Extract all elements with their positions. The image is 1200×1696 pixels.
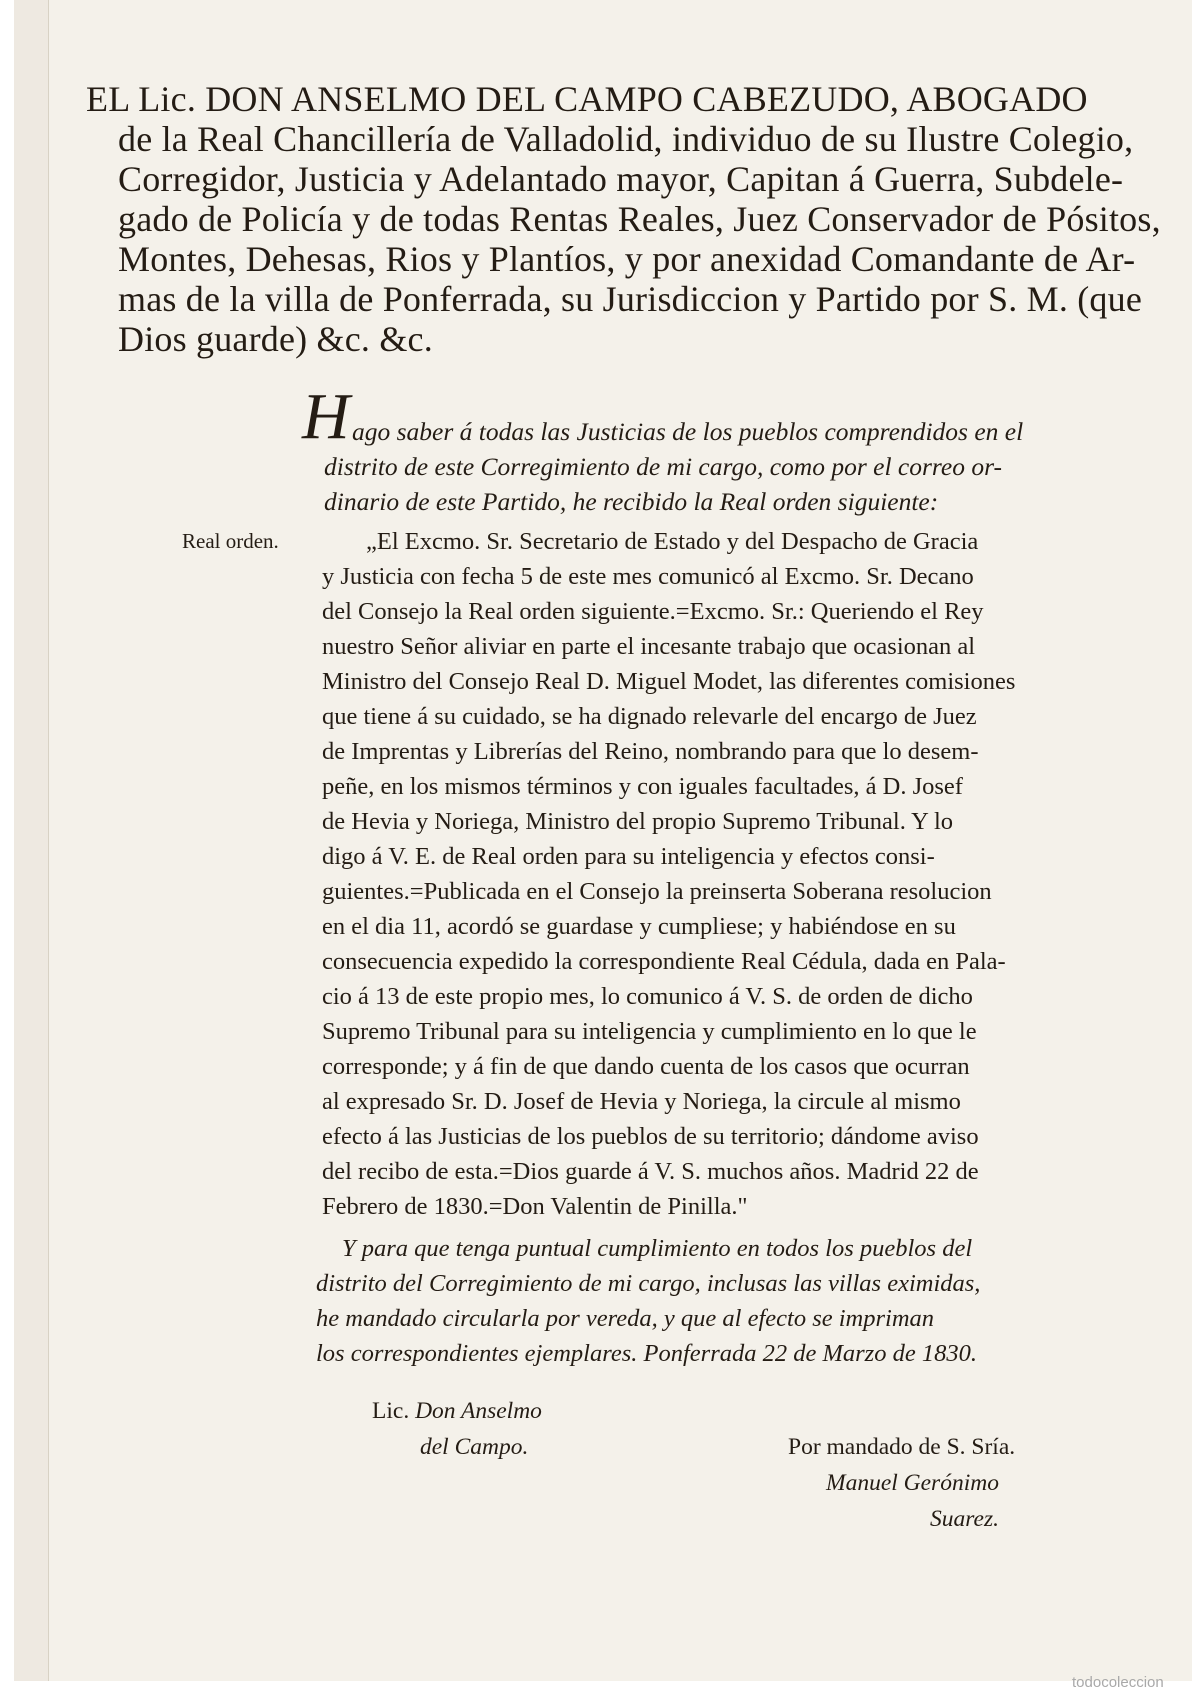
heading-line-2: de la Real Chancillería de Valladolid, individuo de su Ilustre Colegio, bbox=[118, 119, 1134, 159]
body-line-6: que tiene á su cuidado, se ha dignado relevarle del encargo de Juez bbox=[322, 703, 977, 730]
closing-line-4: los correspondientes ejemplares. Ponferrada 22 de Marzo de 1830. bbox=[316, 1340, 977, 1367]
body-line-16: corresponde; y á fin de que dando cuenta de los casos que ocurran bbox=[322, 1053, 970, 1080]
body-line-2: y Justicia con fecha 5 de este mes comunicó al Excmo. Sr. Decano bbox=[322, 563, 974, 590]
heading-line-4: gado de Policía y de todas Rentas Reales, Juez Conservador de Pósitos, bbox=[118, 199, 1161, 239]
watermark: todocoleccion bbox=[1072, 1674, 1164, 1691]
body-line-13: consecuencia expedido la correspondiente Real Cédula, dada en Pala- bbox=[322, 948, 1006, 975]
heading-line-7: Dios guarde) &c. &c. bbox=[118, 319, 433, 359]
closing-line-2: distrito del Corregimiento de mi cargo, inclusas las villas eximidas, bbox=[316, 1270, 981, 1297]
heading-line-5: Montes, Dehesas, Rios y Plantíos, y por anexidad Comandante de Ar- bbox=[118, 239, 1136, 279]
signature-right-line-2: Manuel Gerónimo bbox=[826, 1470, 999, 1496]
body-line-19: del recibo de esta.=Dios guarde á V. S. muchos años. Madrid 22 de bbox=[322, 1158, 979, 1185]
body-line-15: Supremo Tribunal para su inteligencia y cumplimiento en lo que le bbox=[322, 1018, 977, 1045]
body-line-7: de Imprentas y Librerías del Reino, nombrando para que lo desem- bbox=[322, 738, 979, 765]
heading-line-1: EL Lic. DON ANSELMO DEL CAMPO CABEZUDO, ABOGADO bbox=[86, 79, 1088, 119]
paper-left-edge bbox=[14, 0, 48, 1681]
body-line-14: cio á 13 de este propio mes, lo comunico á V. S. de orden de dicho bbox=[322, 983, 973, 1010]
intro-line-3: dinario de este Partido, he recibido la Real orden siguiente: bbox=[324, 487, 939, 516]
body-line-5: Ministro del Consejo Real D. Miguel Modet, las diferentes comisiones bbox=[322, 668, 1016, 695]
body-line-1: „El Excmo. Sr. Secretario de Estado y del Despacho de Gracia bbox=[366, 528, 979, 555]
paper-fold-line bbox=[48, 0, 49, 1681]
body-line-20: Febrero de 1830.=Don Valentin de Pinilla." bbox=[322, 1193, 748, 1220]
signature-right-line-3: Suarez. bbox=[930, 1506, 999, 1532]
closing-line-1: Y para que tenga puntual cumplimiento en todos los pueblos del bbox=[342, 1235, 973, 1262]
intro-line-1: ago saber á todas las Justicias de los pueblos comprendidos en el bbox=[352, 417, 1024, 446]
body-line-18: efecto á las Justicias de los pueblos de su territorio; dándome aviso bbox=[322, 1123, 979, 1150]
body-line-12: en el dia 11, acordó se guardase y cumpliese; y habiéndose en su bbox=[322, 913, 956, 940]
signature-left-name: Don Anselmo bbox=[415, 1398, 542, 1424]
body-line-10: digo á V. E. de Real orden para su inteligencia y efectos consi- bbox=[322, 843, 935, 870]
signature-left-line-1 bbox=[372, 1398, 542, 1425]
body-line-17: al expresado Sr. D. Josef de Hevia y Noriega, la circule al mismo bbox=[322, 1088, 961, 1115]
drop-cap: H bbox=[302, 380, 350, 453]
margin-note: Real orden. bbox=[182, 529, 279, 553]
body-line-8: peñe, en los mismos términos y con iguales facultades, á D. Josef bbox=[322, 773, 963, 800]
heading-line-6: mas de la villa de Ponferrada, su Jurisdiccion y Partido por S. M. (que bbox=[118, 279, 1142, 319]
closing-line-3: he mandado circularla por vereda, y que al efecto se impriman bbox=[316, 1305, 935, 1332]
body-line-4: nuestro Señor aliviar en parte el incesante trabajo que ocasionan al bbox=[322, 633, 976, 660]
body-line-3: del Consejo la Real orden siguiente.=Excmo. Sr.: Queriendo el Rey bbox=[322, 598, 984, 625]
signature-right-line-1: Por mandado de S. Sría. bbox=[788, 1434, 1016, 1460]
signature-left-prefix: Lic. bbox=[372, 1398, 410, 1424]
intro-line-2: distrito de este Corregimiento de mi cargo, como por el correo or- bbox=[324, 452, 1002, 481]
body-line-11: guientes.=Publicada en el Consejo la preinserta Soberana resolucion bbox=[322, 878, 992, 905]
body-line-9: de Hevia y Noriega, Ministro del propio Supremo Tribunal. Y lo bbox=[322, 808, 954, 835]
signature-left-line-2: del Campo. bbox=[420, 1434, 529, 1460]
heading-line-3: Corregidor, Justicia y Adelantado mayor, Capitan á Guerra, Subdele- bbox=[118, 159, 1124, 199]
